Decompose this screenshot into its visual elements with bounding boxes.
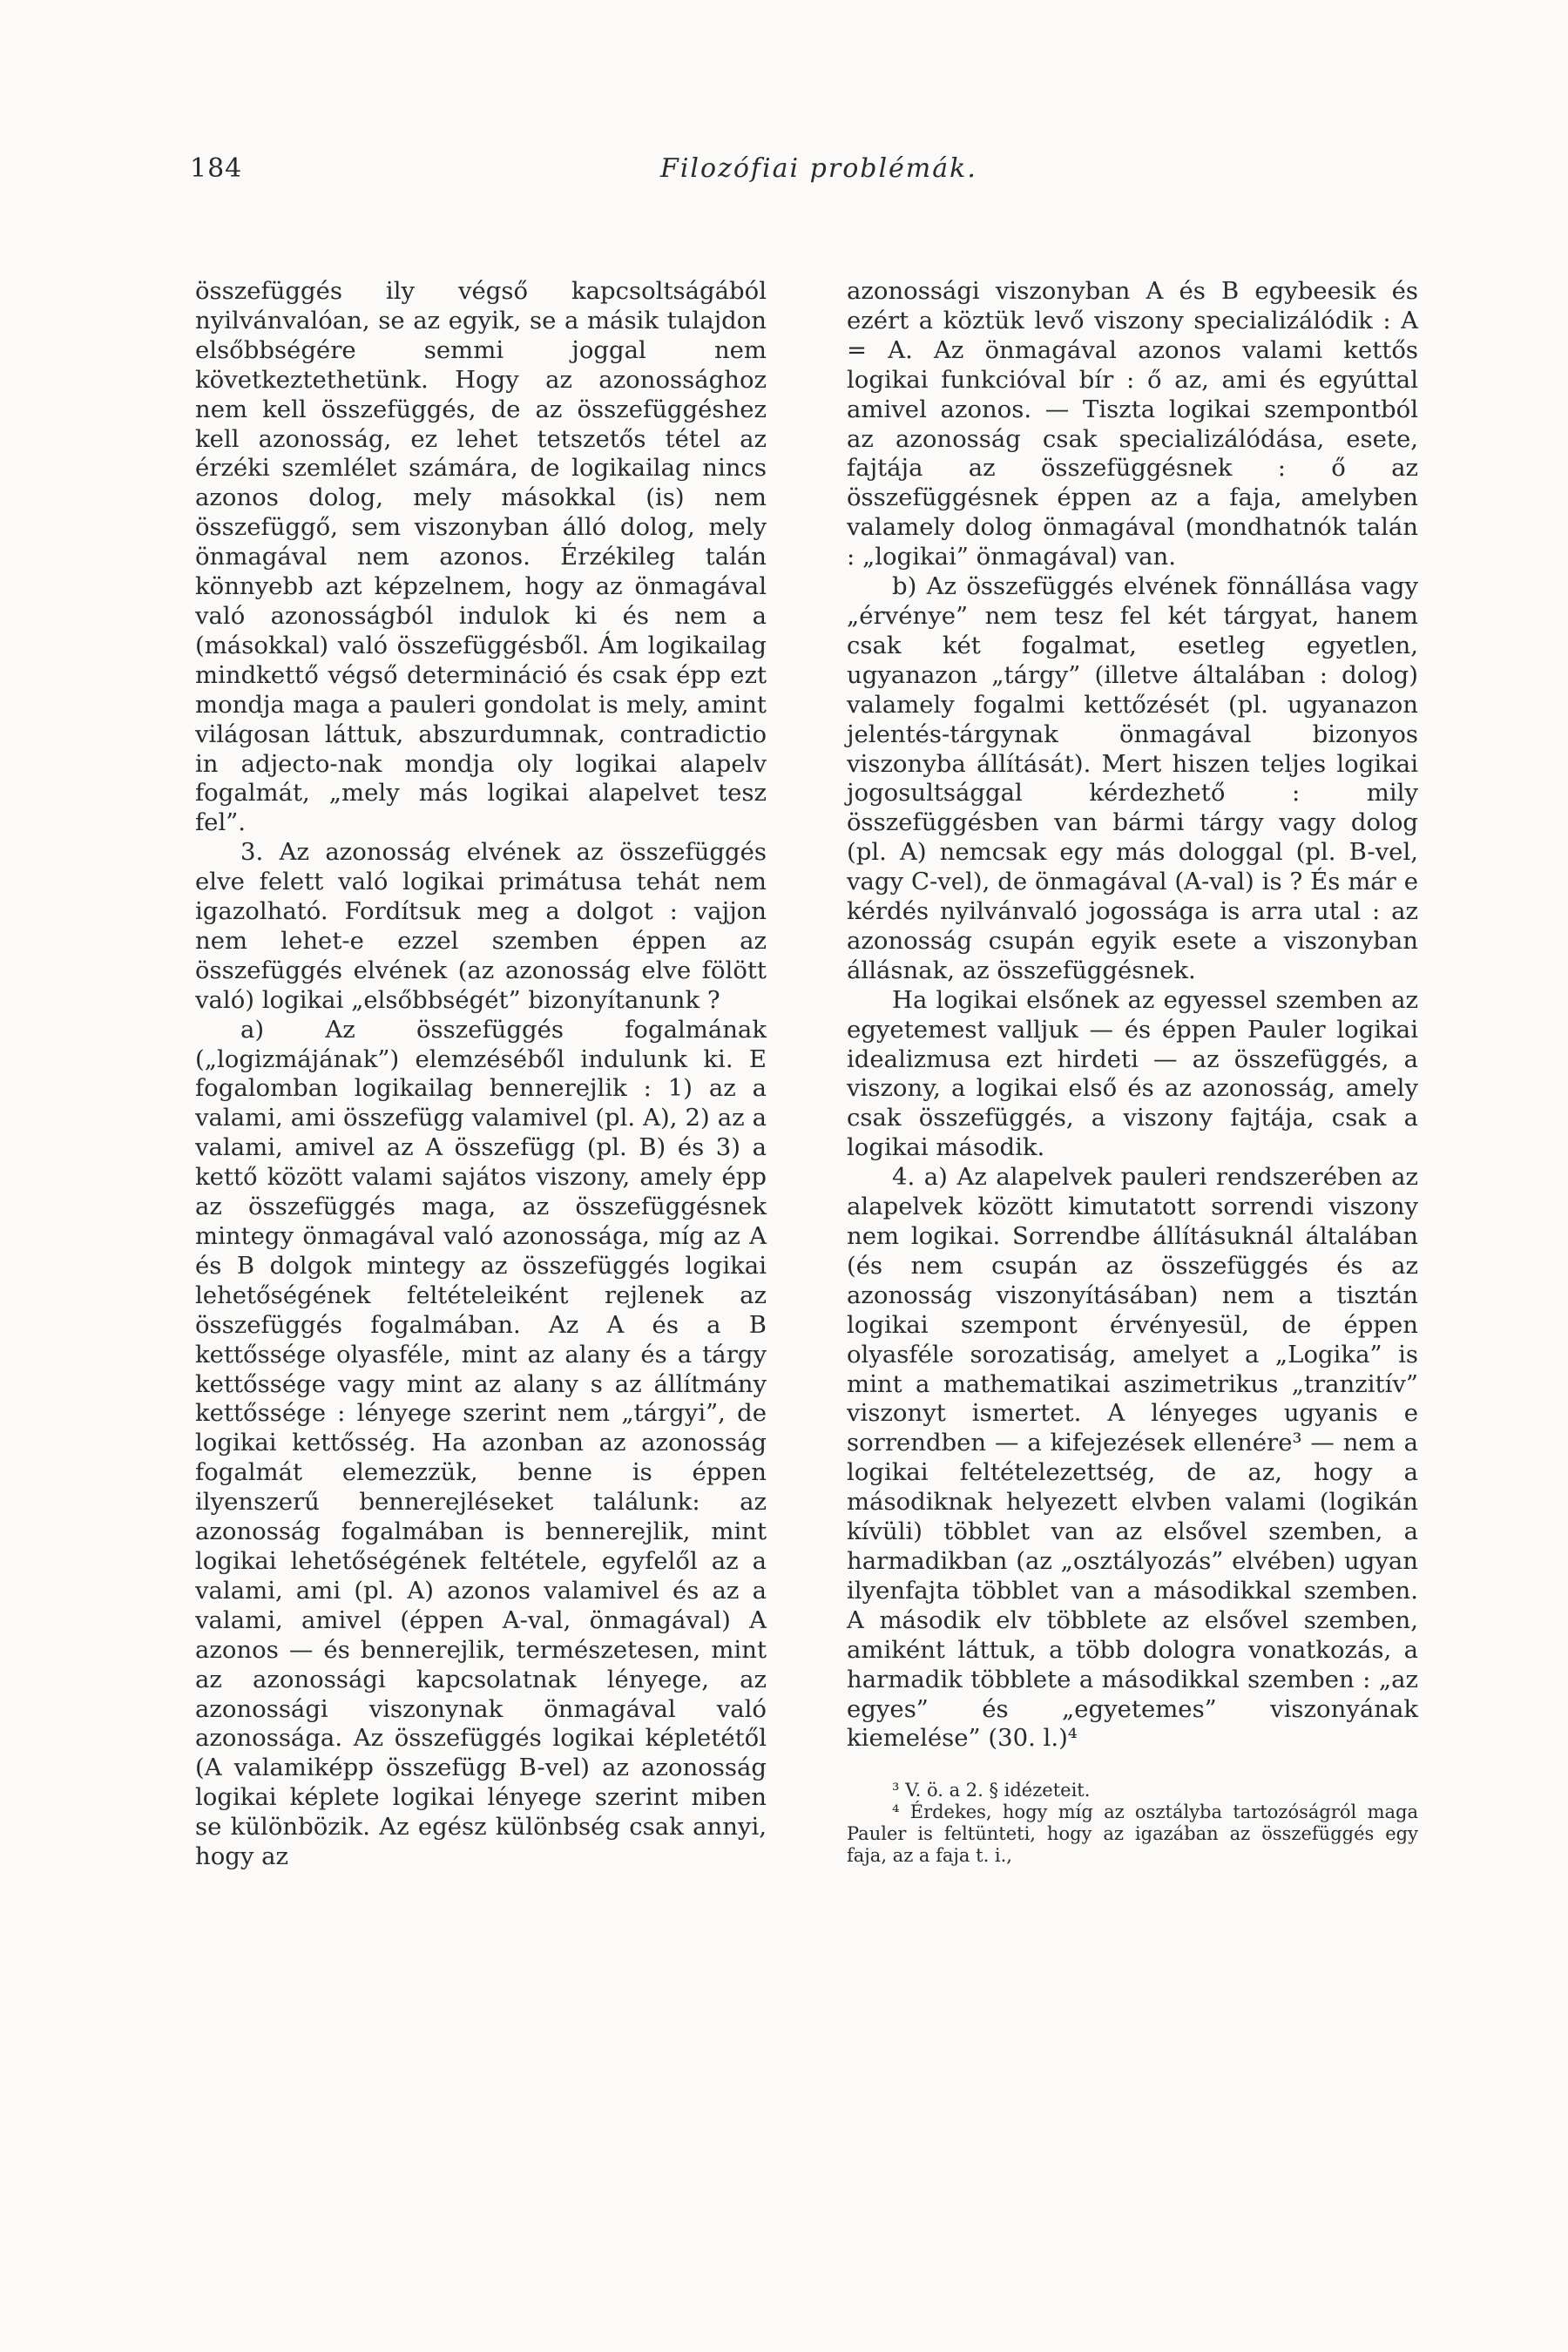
footnote: ⁴ Érdekes, hogy míg az osztályba tartozóságról maga Pauler is feltünteti, hogy az igazában az összefüggés egy faja, az a faja t. i.,: [847, 1801, 1418, 1867]
page-number: 184: [190, 153, 243, 184]
paragraph: Ha logikai elsőnek az egyessel szemben az egyetemest valljuk — és éppen Pauler logikai idealizmusa ezt hirdeti — az összefüggés, a viszony, a logikai első és az azonosság, amely csak összefüggés, a viszony fajtája, csak a logikai második.: [847, 985, 1418, 1162]
running-title: Filozófiai problémák.: [660, 153, 977, 184]
paragraph: 3. Az azonosság elvének az összefüggés elve felett való logikai primátusa tehát nem igazolható. Fordítsuk meg a dolgot : vajjon nem lehet-e ezzel szemben éppen az összefüggés elvének (az azonosság elve fölött való) logikai „elsőbbségét” bizonyítanunk ?: [195, 838, 767, 1014]
paragraph: azonossági viszonyban A és B egybeesik és ezért a köztük levő viszony specializálódik : A = A. Az önmagával azonos valami kettős logikai funkcióval bír : ő az, ami és egyúttal amivel azonos. — Tiszta logikai szempontból az azonosság csak specializálódása, esete, fajtája az összefüggésnek : ő az összefüggésnek éppen az a faja, amelyben valamely dolog önmagával (mondhatnók talán : „logikai” önmagával) van.: [847, 277, 1418, 571]
paragraph: a) Az összefüggés fogalmának („logizmájának”) elemzéséből indulunk ki. E fogalomban logikailag bennerejlik : 1) az a valami, ami összefügg valamivel (pl. A), 2) az a valami, amivel az A összefügg (pl. B) és 3) a kettő között valami sajátos viszony, amely épp az összefüggés maga, az összefüggésnek mintegy önmagával való azonossága, míg az A és B dolgok mintegy az összefüggés logikai lehetőségének feltételeiként rejlenek az összefüggés fogalmában. Az A és a B kettőssége olyasféle, mint az alany és a tárgy kettőssége vagy mint az alany s az állítmány kettőssége : lényege szerint nem „tárgyi”, de logikai kettősség. Ha azonban az azonosság fogalmát elemezzük, benne is éppen ilyenszerű bennerejléseket találunk: az azonosság fogalmában is bennerejlik, mint logikai lehetőségének feltétele, egyfelől az a valami, ami (pl. A) azonos valamivel és az a valami, amivel (éppen A-val, önmagával) A azonos — és bennerejlik, természetesen, mint az azonossági kapcsolatnak lényege, az azonossági viszonynak önmagával való azonossága. Az összefüggés logikai képletétől (A valamiképp összefügg B-vel) az azonosság logikai képlete logikai lényege szerint miben se különbözik. Az egész különbség csak annyi, hogy az: [195, 1015, 767, 1871]
right-column: [847, 277, 1418, 1867]
left-column: [195, 277, 767, 1872]
paragraph: b) Az összefüggés elvének fönnállása vagy „érvénye” nem tesz fel két tárgyat, hanem csak két fogalmat, esetleg egyetlen, ugyanazon „tárgy” (illetve általában : dolog) valamely fogalmi kettőzését (pl. ugyanazon jelentés-tárgynak önmagával bizonyos viszonyba állítását). Mert hiszen teljes logikai jogosultsággal kérdezhető : mily összefüggésben van bármi tárgy vagy dolog (pl. A) nemcsak egy más dologgal (pl. B-vel, vagy C-vel), de önmagával (A-val) is ? És már e kérdés nyilvánvaló jogossága is arra utal : az azonosság csupán egyik esete a viszonyban állásnak, az összefüggésnek.: [847, 572, 1418, 984]
paragraph: összefüggés ily végső kapcsoltságából nyilvánvalóan, se az egyik, se a másik tulajdon elsőbbségére semmi joggal nem következtethetünk. Hogy az azonossághoz nem kell összefüggés, de az összefüggéshez kell azonosság, ez lehet tetszetős tétel az érzéki szemlélet számára, de logikailag nincs azonos dolog, mely másokkal (is) nem összefüggő, sem viszonyban álló dolog, mely önmagával nem azonos. Érzékileg talán könnyebb azt képzelnem, hogy az önmagával való azonosságból indulok ki és nem a (másokkal) való összefüggésből. Ám logikailag mindkettő végső determináció és csak épp ezt mondja maga a pauleri gondolat is mely, amint világosan láttuk, abszurdumnak, contradictio in adjecto-nak mondja oly logikai alapelv fogalmát, „mely más logikai alapelvet tesz fel”.: [195, 277, 767, 837]
paragraph: 4. a) Az alapelvek pauleri rendszerében az alapelvek között kimutatott sorrendi viszony nem logikai. Sorrendbe állításuknál általában (és nem csupán az összefüggés és az azonosság viszonyításában) nem a tisztán logikai szempont érvényesül, de éppen olyasféle sorozatiság, amelyet a „Logika” is mint a mathematikai aszimetrikus „tranzitív” viszonyt ismertet. A lényeges ugyanis e sorrendben — a kifejezések ellenére³ — nem a logikai feltételezettség, de az, hogy a másodiknak helyezett elvben valami (logikán kívüli) többlet van az elsővel szemben, a harmadikban (az „osztályozás” elvében) ugyan ilyenfajta többlet van a másodikkal szemben. A második elv többlete az elsővel szemben, amiként láttuk, a több dologra vonatkozás, a harmadik többlete a másodikkal szemben : „az egyes” és „egyetemes” viszonyának kiemelése” (30. l.)⁴: [847, 1163, 1418, 1753]
footnotes: [847, 1780, 1418, 1867]
page-header: [190, 153, 1345, 192]
footnote: ³ V. ö. a 2. § idézeteit.: [892, 1780, 1091, 1801]
